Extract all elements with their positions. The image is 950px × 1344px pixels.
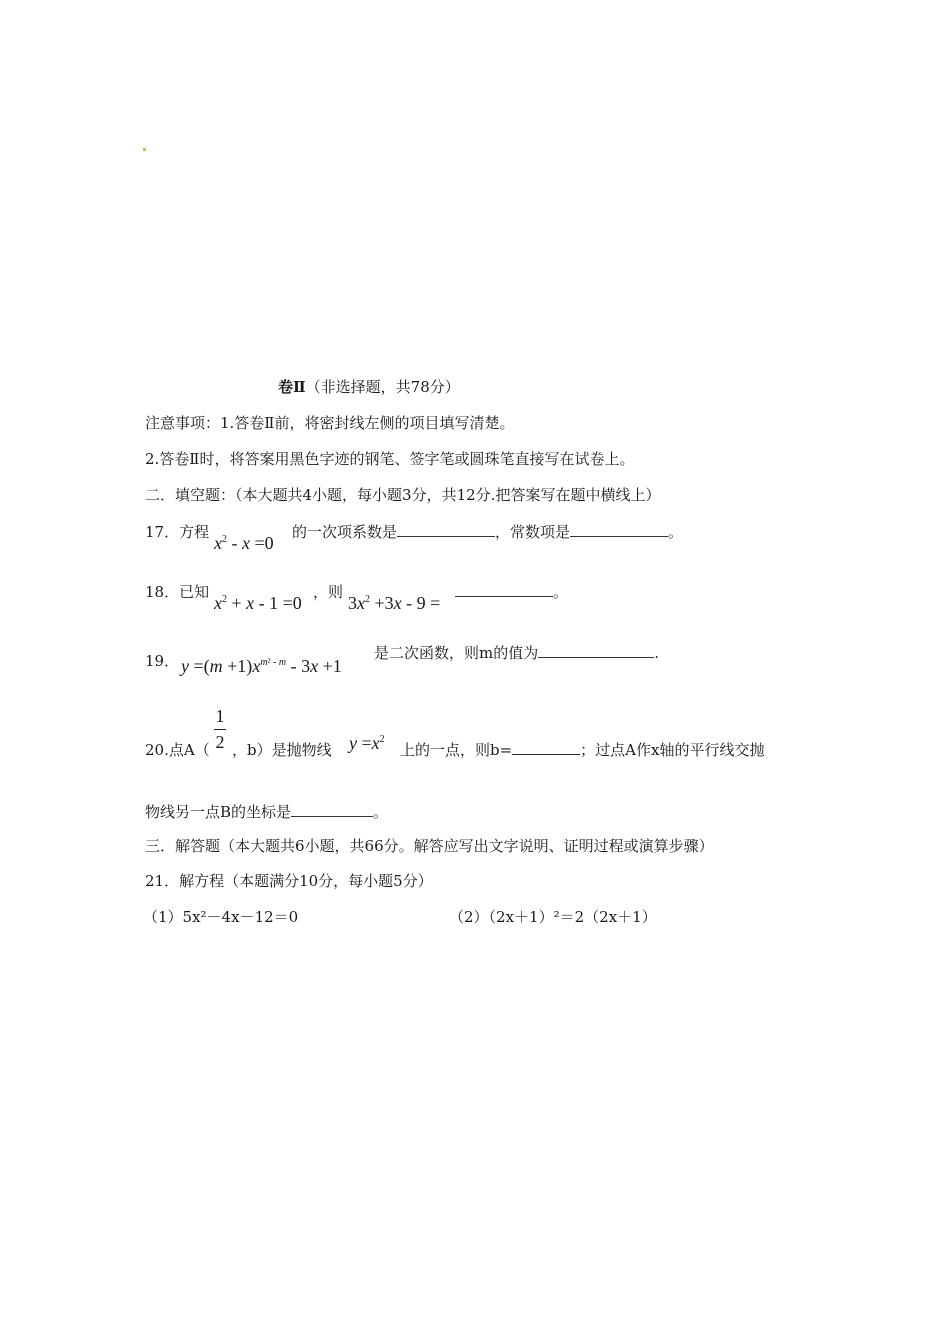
- q21-subquestion-2: （2）（2x＋1）²＝2（2x＋1）: [449, 908, 657, 926]
- q20-line-2-text: 物线另一点B的坐标是: [145, 803, 292, 821]
- q20-text-2: 上的一点，则b=: [400, 741, 513, 759]
- q17-equation: $x^2 - x =0$: [214, 533, 274, 553]
- q20-blank-1[interactable]: [512, 740, 580, 755]
- q17-blank-2[interactable]: [570, 522, 668, 537]
- q20-text-rest: [400, 739, 764, 760]
- q21-subquestion-1: （1）5x²－4x－12＝0: [143, 908, 299, 926]
- decorative-dot: [143, 148, 146, 151]
- q18-blank[interactable]: [455, 582, 553, 597]
- q20-equation: $y =x^2$: [349, 733, 385, 753]
- q18-number: 18．已知: [145, 583, 210, 601]
- note-line-2: 2.答卷Ⅱ时，将答案用黑色字迹的钢笔、签字笔或圆珠笔直接写在试卷上。: [145, 450, 635, 468]
- section-title-bold: 卷Ⅱ: [278, 378, 306, 396]
- fraction-bar: [214, 729, 226, 730]
- q17-text: [292, 521, 683, 542]
- q20-text-1: ，b）是抛物线: [232, 741, 332, 759]
- part2-heading: 二．填空题：（本大题共4小题，每小题3分，共12分.把答案写在题中横线上）: [145, 486, 661, 504]
- q20-number: 20.点A（: [145, 741, 210, 759]
- q20-fraction-numerator: 1: [215, 706, 225, 726]
- q18-equation-2: $3x^2 +3x - 9$ =: [348, 593, 441, 613]
- q21-title: 21．解方程（本题满分10分，每小题5分）: [145, 872, 433, 890]
- q20-fraction-denominator: 2: [215, 732, 225, 752]
- q19-text: [374, 642, 659, 663]
- q19-end: .: [654, 644, 660, 662]
- q17-text-2: ，常数项是: [495, 523, 571, 541]
- q20-line-2: [145, 801, 388, 822]
- section-title: [278, 376, 460, 397]
- q18-comma: ，则: [313, 583, 344, 601]
- part3-heading: 三．解答题（本大题共6小题，共66分。解答应写出文字说明、证明过程或演算步骤）: [145, 837, 714, 855]
- section-title-rest: （非选择题，共78分）: [305, 378, 460, 396]
- q17-number: 17．方程: [145, 523, 210, 541]
- q20-end: 。: [373, 803, 389, 821]
- q17-end: 。: [668, 523, 684, 541]
- q17-text-1: 的一次项系数是: [292, 523, 398, 541]
- q17-blank-1[interactable]: [397, 522, 495, 537]
- q18-equation-1: $x^2 + x - 1 =0$: [214, 593, 302, 613]
- q19-equation: $y =(m +1)x^{m^2 - m} - 3x +1$: [181, 656, 342, 676]
- q19-blank[interactable]: [538, 643, 654, 658]
- q20-fraction: [214, 706, 226, 753]
- q18-end: 。: [553, 583, 569, 601]
- q19-number: 19．: [145, 652, 180, 670]
- q20-text-3: ；过点A作x轴的平行线交抛: [580, 741, 765, 759]
- q18-answer: [455, 581, 568, 602]
- note-line-1: 注意事项：1.答卷Ⅱ前，将密封线左侧的项目填写清楚。: [145, 414, 515, 432]
- q20-blank-2[interactable]: [291, 802, 373, 817]
- q19-text-1: 是二次函数，则m的值为: [374, 644, 539, 662]
